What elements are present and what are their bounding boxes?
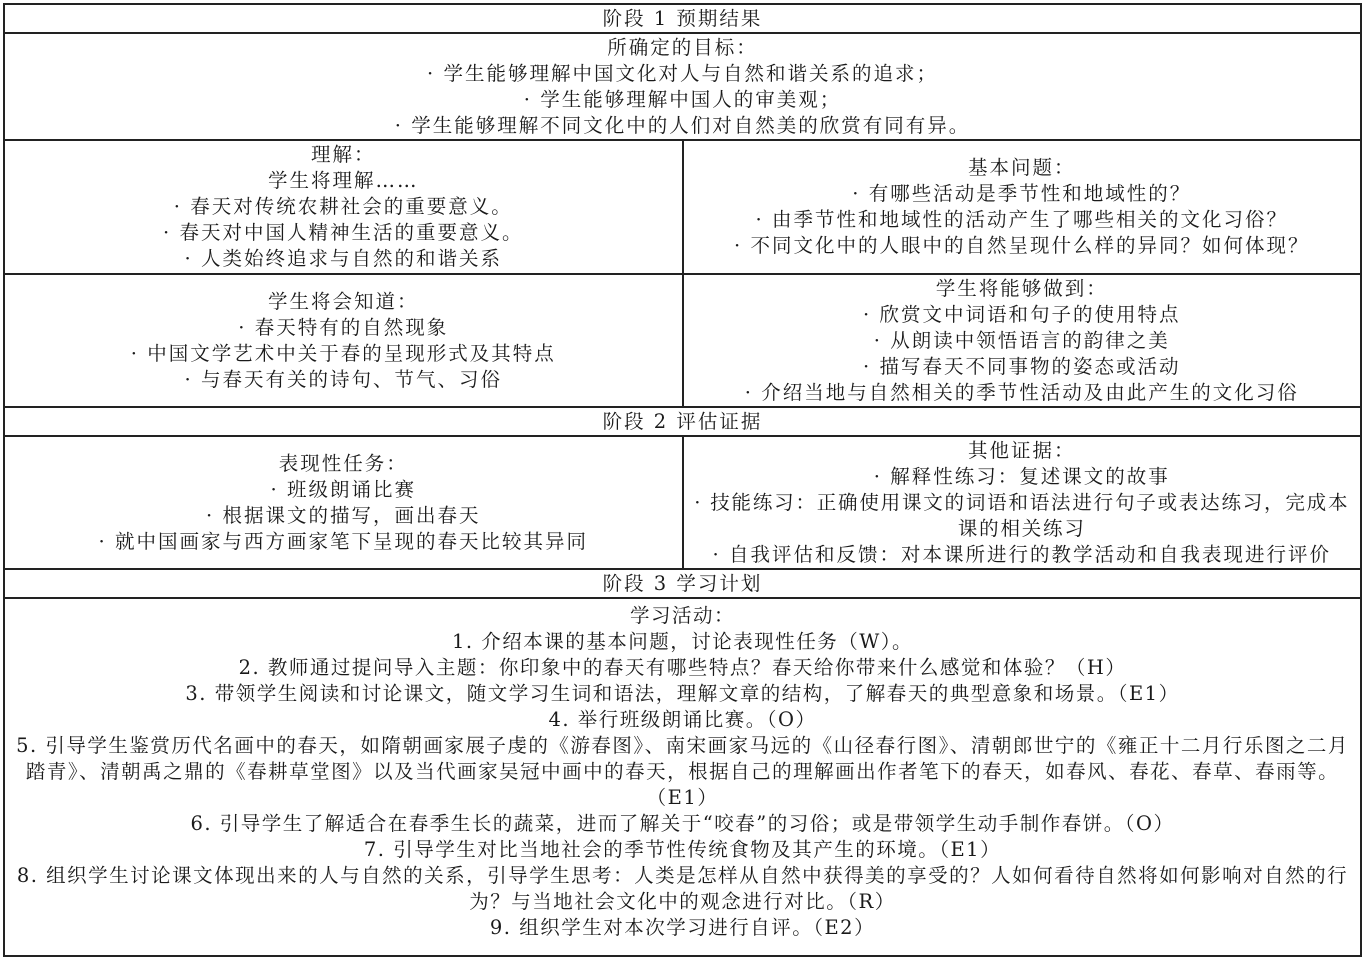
activity-item: 3. 带领学生阅读和讨论课文，随文学习生词和语法，理解文章的结构，了解春天的典型意象和场景。（E1） <box>185 682 1180 705</box>
skill-item: · 欣赏文中词语和句子的使用特点 <box>863 302 1181 326</box>
activity-item: 1. 介绍本课的基本问题，讨论表现性任务（W）。 <box>451 630 914 653</box>
activities-heading: 学习活动： <box>629 604 735 627</box>
goal-item: · 学生能够理解不同文化中的人们对自然美的欣赏有同有异。 <box>394 113 971 137</box>
skills-heading: 学生将能够做到： <box>935 276 1108 300</box>
activity-item: 6. 引导学生了解适合在春季生长的蔬菜，进而了解关于“咬春”的习俗；或是带领学生动手制作春饼。（O） <box>190 812 1175 835</box>
understanding-item: · 春天对传统农耕社会的重要意义。 <box>173 195 513 218</box>
knowledge-item: · 与春天有关的诗句、节气、习俗 <box>184 367 502 391</box>
task-item: · 根据课文的描写，画出春天 <box>206 503 481 527</box>
evidence-item: · 技能练习：正确使用课文的词语和语法进行句子或表达练习，完成本课的相关练习 <box>694 490 1350 540</box>
task-item: · 就中国画家与西方画家笔下呈现的春天比较其异同 <box>98 529 588 553</box>
understanding-heading: 理解： <box>310 143 376 166</box>
goal-item: · 学生能够理解中国文化对人与自然和谐关系的追求； <box>427 61 938 85</box>
stage2-header <box>4 407 1361 436</box>
knowledge-heading: 学生将会知道： <box>267 289 419 313</box>
question-item: · 由季节性和地域性的活动产生了哪些相关的文化习俗？ <box>755 208 1288 231</box>
questions-cell <box>683 140 1362 274</box>
stage3-header <box>4 569 1361 598</box>
stage1-title: 阶段 1 预期结果 <box>602 6 763 30</box>
skill-item: · 从朗读中领悟语言的韵律之美 <box>873 328 1170 352</box>
question-item: · 不同文化中的人眼中的自然呈现什么样的异同？如何体现？ <box>734 234 1310 257</box>
knowledge-cell <box>4 274 683 407</box>
activity-item: 5. 引导学生鉴赏历代名画中的春天，如隋朝画家展子虔的《游春图》、南宋画家马远的《山径春行图》、清朝郎世宁的《雍正十二月行乐图之二月踏青》、清朝禹之鼎的《春耕草堂图》以及当代画家吴冠中画中的春天，根据自己的理解画出作者笔下的春天，如春风、春花、春草、春雨等。（E1） <box>16 734 1349 809</box>
other-evidence-cell <box>683 436 1362 569</box>
activity-item: 9. 组织学生对本次学习进行自评。（E2） <box>489 916 876 939</box>
knowledge-item: · 中国文学艺术中关于春的呈现形式及其特点 <box>130 341 556 365</box>
learning-plan-cell <box>4 598 1361 956</box>
skill-item: · 介绍当地与自然相关的季节性活动及由此产生的文化习俗 <box>744 380 1299 404</box>
skills-cell <box>683 274 1362 407</box>
activity-item: 4. 举行班级朗诵比赛。（O） <box>548 708 817 731</box>
tasks-heading: 表现性任务： <box>278 451 408 475</box>
stage3-title: 阶段 3 学习计划 <box>602 571 763 595</box>
knowledge-item: · 春天特有的自然现象 <box>238 315 449 339</box>
ubd-design-table <box>3 3 1362 957</box>
understanding-subheading: 学生将理解…… <box>267 169 419 192</box>
goal-item: · 学生能够理解中国人的审美观； <box>523 87 842 111</box>
understanding-item: · 春天对中国人精神生活的重要意义。 <box>163 221 524 244</box>
questions-heading: 基本问题： <box>967 156 1076 179</box>
task-item: · 班级朗诵比赛 <box>270 477 416 501</box>
tasks-cell <box>4 436 683 569</box>
goals-heading: 所确定的目标： <box>607 35 758 59</box>
stage2-title: 阶段 2 评估证据 <box>602 409 763 433</box>
activity-item: 8. 组织学生讨论课文体现出来的人与自然的关系，引导学生思考：人类是怎样从自然中获得美的享受的？人如何看待自然将如何影响对自然的行为？与当地社会文化中的观念进行对比。（R） <box>16 864 1349 913</box>
evidence-item: · 解释性练习：复述课文的故事 <box>873 464 1170 488</box>
activity-item: 2. 教师通过提问导入主题：你印象中的春天有哪些特点？春天给你带来什么感觉和体验？（H） <box>238 656 1127 679</box>
understanding-item: · 人类始终追求与自然的和谐关系 <box>184 247 502 270</box>
understanding-cell <box>4 140 683 274</box>
activity-item: 7. 引导学生对比当地社会的季节性传统食物及其产生的环境。（E1） <box>363 838 1002 861</box>
stage1-header <box>4 4 1361 33</box>
goals-cell <box>4 33 1361 140</box>
skill-item: · 描写春天不同事物的姿态或活动 <box>863 354 1181 378</box>
question-item: · 有哪些活动是季节性和地域性的？ <box>852 182 1192 205</box>
other-evidence-heading: 其他证据： <box>967 438 1076 462</box>
evidence-item: · 自我评估和反馈：对本课所进行的教学活动和自我表现进行评价 <box>712 542 1331 566</box>
